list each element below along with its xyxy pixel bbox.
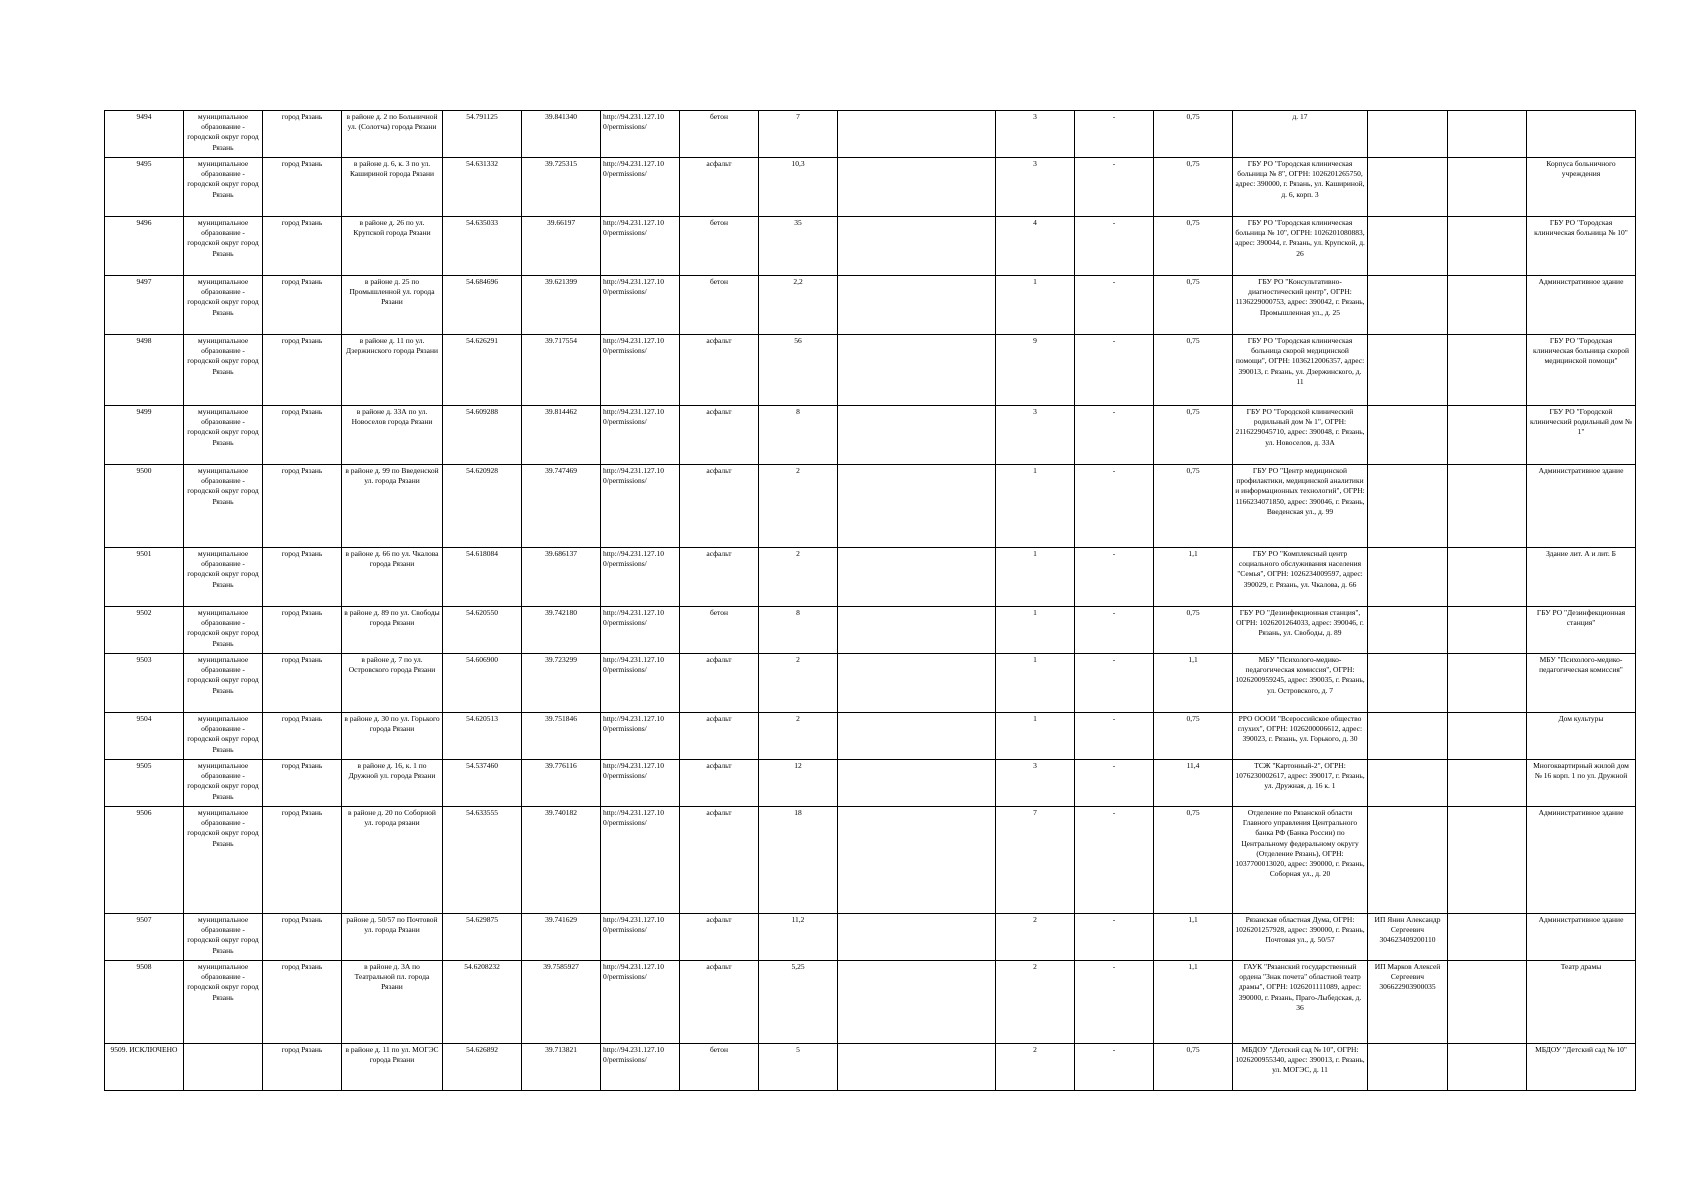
empty-dash-cell: -: [1075, 914, 1154, 961]
table-row: [105, 654, 1636, 713]
empty-dash-cell: -: [1075, 607, 1154, 654]
empty-col-cell: [838, 158, 996, 217]
longitude-cell: 39.725315: [522, 158, 601, 217]
surface-type-cell: асфальт: [680, 158, 759, 217]
longitude-cell: 39.7585927: [522, 961, 601, 1044]
empty-col-cell: [838, 217, 996, 276]
empty-col-cell: [838, 276, 996, 335]
settlement-cell: город Рязань: [263, 217, 342, 276]
longitude-cell: 39.741629: [522, 914, 601, 961]
surface-type-cell: асфальт: [680, 807, 759, 914]
longitude-cell: 39.717554: [522, 335, 601, 406]
row-number-cell: 9500: [105, 465, 184, 548]
owner-organization-cell: Рязанская областная Дума, ОГРН: 1026201257928, адрес: 390000, г. Рязань, Почтовая ул., д. 50/57: [1233, 914, 1368, 961]
latitude-cell: 54.620550: [443, 607, 522, 654]
waste-source-cell: ГБУ РО "Городской клинический родильный дом № 1": [1527, 406, 1636, 465]
municipality-cell: муниципальное образование - городской округ город Рязань: [184, 217, 263, 276]
container-volume-cell: 0,75: [1154, 111, 1233, 158]
map-link-cell: http://94.231.127.10 0/permissions/: [601, 607, 680, 654]
area-cell: 7: [759, 111, 838, 158]
latitude-cell: 54.633555: [443, 807, 522, 914]
waste-source-cell: [1527, 111, 1636, 158]
tenant-cell: [1368, 760, 1448, 807]
owner-organization-cell: ГАУК "Рязанский государственный ордена "Знак почета" областной театр драмы", ОГРН: 1026201111089, адрес: 390000, г. Рязань, Праго-Лыбедская, д. 36: [1233, 961, 1368, 1044]
municipality-cell: муниципальное образование - городской округ город Рязань: [184, 713, 263, 760]
municipality-cell: муниципальное образование - городской округ город Рязань: [184, 548, 263, 607]
waste-source-cell: Административное здание: [1527, 276, 1636, 335]
location-address-cell: в районе д. 20 по Соборной ул. города рязани: [342, 807, 443, 914]
latitude-cell: 54.629875: [443, 914, 522, 961]
tenant-cell: [1368, 654, 1448, 713]
row-number-cell: 9504: [105, 713, 184, 760]
municipality-cell: [184, 1044, 263, 1091]
owner-organization-cell: РРО ОООИ "Всероссийское общество глухих", ОГРН: 1026200006612, адрес: 390023, г. Рязань, ул. Горького, д. 30: [1233, 713, 1368, 760]
registry-table: [104, 110, 1636, 1091]
map-link-cell: http://94.231.127.10 0/permissions/: [601, 961, 680, 1044]
table-row: [105, 914, 1636, 961]
settlement-cell: город Рязань: [263, 654, 342, 713]
table-row: [105, 158, 1636, 217]
container-volume-cell: 0,75: [1154, 406, 1233, 465]
empty-col-cell: [838, 760, 996, 807]
row-number-cell: 9495: [105, 158, 184, 217]
owner-organization-cell: ГБУ РО "Городская клиническая больница скорой медицинской помощи", ОГРН: 1036212006357, адрес: 390013, г. Рязань, ул. Дзержинского, д. 11: [1233, 335, 1368, 406]
location-address-cell: в районе д. 2 по Больничной ул. (Солотча) города Рязани: [342, 111, 443, 158]
table-row: [105, 276, 1636, 335]
longitude-cell: 39.66197: [522, 217, 601, 276]
municipality-cell: муниципальное образование - городской округ город Рязань: [184, 807, 263, 914]
map-link-cell: http://94.231.127.10 0/permissions/: [601, 111, 680, 158]
empty-dash-cell: -: [1075, 713, 1154, 760]
empty-dash-cell: -: [1075, 335, 1154, 406]
empty-dash-cell: -: [1075, 406, 1154, 465]
municipality-cell: муниципальное образование - городской округ город Рязань: [184, 654, 263, 713]
tenant-cell: [1368, 335, 1448, 406]
map-link-cell: http://94.231.127.10 0/permissions/: [601, 807, 680, 914]
empty-col-cell: [838, 465, 996, 548]
location-address-cell: в районе д. 7 по ул. Островского города Рязани: [342, 654, 443, 713]
empty-col-2-cell: [1448, 607, 1527, 654]
tenant-cell: ИП Марков Алексей Сергеевич 306622903900035: [1368, 961, 1448, 1044]
row-number-cell: 9506: [105, 807, 184, 914]
container-count-cell: 1: [996, 276, 1075, 335]
location-address-cell: в районе д. 66 по ул. Чкалова города Рязани: [342, 548, 443, 607]
area-cell: 2: [759, 713, 838, 760]
tenant-cell: [1368, 406, 1448, 465]
table-row: [105, 548, 1636, 607]
empty-dash-cell: -: [1075, 548, 1154, 607]
latitude-cell: 54.537460: [443, 760, 522, 807]
location-address-cell: в районе д. 26 по ул. Крупской города Рязани: [342, 217, 443, 276]
settlement-cell: город Рязань: [263, 807, 342, 914]
location-address-cell: в районе д. 89 по ул. Свободы города Рязани: [342, 607, 443, 654]
empty-col-2-cell: [1448, 654, 1527, 713]
empty-col-2-cell: [1448, 276, 1527, 335]
container-volume-cell: 0,75: [1154, 807, 1233, 914]
map-link-cell: http://94.231.127.10 0/permissions/: [601, 713, 680, 760]
table-row: [105, 1044, 1636, 1091]
map-link-cell: http://94.231.127.10 0/permissions/: [601, 406, 680, 465]
tenant-cell: [1368, 607, 1448, 654]
row-number-cell: 9498: [105, 335, 184, 406]
container-count-cell: 3: [996, 406, 1075, 465]
longitude-cell: 39.713821: [522, 1044, 601, 1091]
row-number-cell: 9499: [105, 406, 184, 465]
empty-col-cell: [838, 654, 996, 713]
municipality-cell: муниципальное образование - городской округ город Рязань: [184, 961, 263, 1044]
settlement-cell: город Рязань: [263, 760, 342, 807]
municipality-cell: муниципальное образование - городской округ город Рязань: [184, 111, 263, 158]
area-cell: 11,2: [759, 914, 838, 961]
settlement-cell: город Рязань: [263, 914, 342, 961]
empty-dash-cell: -: [1075, 465, 1154, 548]
owner-organization-cell: МБУ "Психолого-медико-педагогическая комиссия", ОГРН: 1026200959245, адрес: 390035, г. Рязань, ул. Островского, д. 7: [1233, 654, 1368, 713]
empty-col-cell: [838, 1044, 996, 1091]
container-count-cell: 1: [996, 654, 1075, 713]
latitude-cell: 54.626892: [443, 1044, 522, 1091]
owner-organization-cell: Отделение по Рязанской области Главного управления Центрального банка РФ (Банка России) по Центральному федеральному округу (Отделение Рязань), ОГРН: 1037700013020, адрес: 390000, г. Рязань, Соборная ул., д. 20: [1233, 807, 1368, 914]
map-link-cell: http://94.231.127.10 0/permissions/: [601, 335, 680, 406]
map-link-cell: http://94.231.127.10 0/permissions/: [601, 548, 680, 607]
longitude-cell: 39.686137: [522, 548, 601, 607]
area-cell: 56: [759, 335, 838, 406]
table-row: [105, 807, 1636, 914]
empty-col-2-cell: [1448, 961, 1527, 1044]
tenant-cell: [1368, 158, 1448, 217]
latitude-cell: 54.618084: [443, 548, 522, 607]
table-row: [105, 607, 1636, 654]
empty-col-2-cell: [1448, 760, 1527, 807]
container-count-cell: 2: [996, 961, 1075, 1044]
municipality-cell: муниципальное образование - городской округ город Рязань: [184, 335, 263, 406]
waste-source-cell: Дом культуры: [1527, 713, 1636, 760]
table-row: [105, 465, 1636, 548]
settlement-cell: город Рязань: [263, 465, 342, 548]
settlement-cell: город Рязань: [263, 335, 342, 406]
empty-dash-cell: -: [1075, 217, 1154, 276]
table-row: [105, 111, 1636, 158]
owner-organization-cell: ГБУ РО "Дезинфекционная станция", ОГРН: 1026201264033, адрес: 390046, г. Рязань, ул. Свободы, д. 89: [1233, 607, 1368, 654]
latitude-cell: 54.626291: [443, 335, 522, 406]
settlement-cell: город Рязань: [263, 111, 342, 158]
row-number-cell: 9496: [105, 217, 184, 276]
container-count-cell: 4: [996, 217, 1075, 276]
surface-type-cell: асфальт: [680, 760, 759, 807]
waste-source-cell: Здание лит. А и лит. Б: [1527, 548, 1636, 607]
area-cell: 10,3: [759, 158, 838, 217]
waste-source-cell: Административное здание: [1527, 807, 1636, 914]
owner-organization-cell: ГБУ РО "Центр медицинской профилактики, медицинской аналитики и информационных технологий", ОГРН: 1166234071850, адрес: 390046, г. Рязань, Введенская ул., д. 99: [1233, 465, 1368, 548]
location-address-cell: в районе д. 3А по Театральной пл. города Рязани: [342, 961, 443, 1044]
container-volume-cell: 1,1: [1154, 654, 1233, 713]
container-volume-cell: 0,75: [1154, 465, 1233, 548]
latitude-cell: 54.606900: [443, 654, 522, 713]
location-address-cell: в районе д. 11 по ул. МОГЭС города Рязани: [342, 1044, 443, 1091]
area-cell: 2: [759, 465, 838, 548]
tenant-cell: ИП Янин Александр Сергеевич 304623409200110: [1368, 914, 1448, 961]
container-volume-cell: 0,75: [1154, 276, 1233, 335]
empty-col-cell: [838, 548, 996, 607]
settlement-cell: город Рязань: [263, 406, 342, 465]
surface-type-cell: бетон: [680, 1044, 759, 1091]
empty-dash-cell: -: [1075, 111, 1154, 158]
surface-type-cell: бетон: [680, 607, 759, 654]
area-cell: 35: [759, 217, 838, 276]
row-number-cell: 9505: [105, 760, 184, 807]
longitude-cell: 39.814462: [522, 406, 601, 465]
empty-col-2-cell: [1448, 914, 1527, 961]
area-cell: 8: [759, 406, 838, 465]
longitude-cell: 39.723299: [522, 654, 601, 713]
municipality-cell: муниципальное образование - городской округ город Рязань: [184, 158, 263, 217]
owner-organization-cell: д. 17: [1233, 111, 1368, 158]
table-row: [105, 335, 1636, 406]
area-cell: 5,25: [759, 961, 838, 1044]
owner-organization-cell: ГБУ РО "Городская клиническая больница № 10", ОГРН: 1026201080883, адрес: 390044, г. Рязань, ул. Крупской, д. 26: [1233, 217, 1368, 276]
settlement-cell: город Рязань: [263, 961, 342, 1044]
owner-organization-cell: МБДОУ "Детский сад № 10", ОГРН: 1026200955340, адрес: 390013, г. Рязань, ул. МОГЭС, д. 11: [1233, 1044, 1368, 1091]
waste-source-cell: ГБУ РО "Городская клиническая больница № 10": [1527, 217, 1636, 276]
location-address-cell: в районе д. 16, к. 1 по Дружной ул. города Рязани: [342, 760, 443, 807]
latitude-cell: 54.635033: [443, 217, 522, 276]
settlement-cell: город Рязань: [263, 713, 342, 760]
tenant-cell: [1368, 713, 1448, 760]
waste-source-cell: МБУ "Психолого-медико-педагогическая комиссия": [1527, 654, 1636, 713]
table-row: [105, 713, 1636, 760]
location-address-cell: в районе д. 30 по ул. Горького города Рязани: [342, 713, 443, 760]
surface-type-cell: асфальт: [680, 465, 759, 548]
longitude-cell: 39.841340: [522, 111, 601, 158]
map-link-cell: http://94.231.127.10 0/permissions/: [601, 158, 680, 217]
empty-col-2-cell: [1448, 713, 1527, 760]
empty-dash-cell: -: [1075, 158, 1154, 217]
empty-col-cell: [838, 807, 996, 914]
area-cell: 5: [759, 1044, 838, 1091]
municipality-cell: муниципальное образование - городской округ город Рязань: [184, 276, 263, 335]
row-number-cell: 9509. ИСКЛЮЧЕНО: [105, 1044, 184, 1091]
surface-type-cell: бетон: [680, 111, 759, 158]
municipality-cell: муниципальное образование - городской округ город Рязань: [184, 914, 263, 961]
owner-organization-cell: ГБУ РО "Комплексный центр социального обслуживания населения "Семья", ОГРН: 1026234009597, адрес: 390029, г. Рязань, ул. Чкалова, д. 66: [1233, 548, 1368, 607]
empty-col-cell: [838, 607, 996, 654]
empty-col-2-cell: [1448, 1044, 1527, 1091]
row-number-cell: 9497: [105, 276, 184, 335]
container-count-cell: 1: [996, 607, 1075, 654]
table-row: [105, 406, 1636, 465]
longitude-cell: 39.740182: [522, 807, 601, 914]
waste-source-cell: Многоквартирный жилой дом № 16 корп. 1 по ул. Дружной: [1527, 760, 1636, 807]
surface-type-cell: асфальт: [680, 914, 759, 961]
surface-type-cell: асфальт: [680, 654, 759, 713]
surface-type-cell: асфальт: [680, 713, 759, 760]
row-number-cell: 9507: [105, 914, 184, 961]
empty-col-2-cell: [1448, 158, 1527, 217]
empty-col-2-cell: [1448, 548, 1527, 607]
empty-dash-cell: -: [1075, 961, 1154, 1044]
empty-col-2-cell: [1448, 807, 1527, 914]
container-volume-cell: 11,4: [1154, 760, 1233, 807]
municipality-cell: муниципальное образование - городской округ город Рязань: [184, 406, 263, 465]
empty-col-2-cell: [1448, 111, 1527, 158]
tenant-cell: [1368, 465, 1448, 548]
settlement-cell: город Рязань: [263, 607, 342, 654]
table-row: [105, 217, 1636, 276]
empty-dash-cell: -: [1075, 1044, 1154, 1091]
container-count-cell: 3: [996, 158, 1075, 217]
surface-type-cell: бетон: [680, 276, 759, 335]
location-address-cell: в районе д. 99 по Введенской ул. города Рязани: [342, 465, 443, 548]
longitude-cell: 39.751846: [522, 713, 601, 760]
container-volume-cell: 0,75: [1154, 713, 1233, 760]
tenant-cell: [1368, 1044, 1448, 1091]
area-cell: 2: [759, 548, 838, 607]
waste-source-cell: ГБУ РО "Городская клиническая больница скорой медицинской помощи": [1527, 335, 1636, 406]
row-number-cell: 9508: [105, 961, 184, 1044]
container-count-cell: 2: [996, 1044, 1075, 1091]
container-volume-cell: 0,75: [1154, 335, 1233, 406]
empty-col-cell: [838, 961, 996, 1044]
map-link-cell: http://94.231.127.10 0/permissions/: [601, 914, 680, 961]
empty-dash-cell: -: [1075, 276, 1154, 335]
empty-col-cell: [838, 914, 996, 961]
owner-organization-cell: ГБУ РО "Городская клиническая больница № 8", ОГРН: 1026201265750, адрес: 390000, г. Рязань, ул. Кашириной, д. 6, корп. 3: [1233, 158, 1368, 217]
owner-organization-cell: ТСЖ "Картонный-2", ОГРН: 1076230002617, адрес: 390017, г. Рязань, ул. Дружная, д. 16 к. 1: [1233, 760, 1368, 807]
registry-sheet: [104, 110, 1636, 1091]
empty-col-cell: [838, 335, 996, 406]
container-volume-cell: 0,75: [1154, 1044, 1233, 1091]
empty-dash-cell: -: [1075, 654, 1154, 713]
waste-source-cell: Театр драмы: [1527, 961, 1636, 1044]
empty-dash-cell: -: [1075, 807, 1154, 914]
area-cell: 12: [759, 760, 838, 807]
container-count-cell: 1: [996, 465, 1075, 548]
location-address-cell: в районе д. 6, к. 3 по ул. Кашириной города Рязани: [342, 158, 443, 217]
location-address-cell: в районе д. 11 по ул. Дзержинского города Рязани: [342, 335, 443, 406]
empty-col-cell: [838, 406, 996, 465]
empty-col-2-cell: [1448, 406, 1527, 465]
area-cell: 8: [759, 607, 838, 654]
empty-col-cell: [838, 713, 996, 760]
waste-source-cell: Административное здание: [1527, 914, 1636, 961]
surface-type-cell: асфальт: [680, 961, 759, 1044]
waste-source-cell: МБДОУ "Детский сад № 10": [1527, 1044, 1636, 1091]
empty-col-cell: [838, 111, 996, 158]
container-volume-cell: 1,1: [1154, 914, 1233, 961]
area-cell: 2: [759, 654, 838, 713]
owner-organization-cell: ГБУ РО "Консультативно-диагностический центр", ОГРН: 1136229000753, адрес: 390042, г. Рязань, Промышленная ул., д. 25: [1233, 276, 1368, 335]
longitude-cell: 39.776116: [522, 760, 601, 807]
longitude-cell: 39.747469: [522, 465, 601, 548]
tenant-cell: [1368, 111, 1448, 158]
container-volume-cell: 1,1: [1154, 548, 1233, 607]
tenant-cell: [1368, 276, 1448, 335]
map-link-cell: http://94.231.127.10 0/permissions/: [601, 760, 680, 807]
settlement-cell: город Рязань: [263, 1044, 342, 1091]
longitude-cell: 39.621399: [522, 276, 601, 335]
settlement-cell: город Рязань: [263, 548, 342, 607]
map-link-cell: http://94.231.127.10 0/permissions/: [601, 654, 680, 713]
municipality-cell: муниципальное образование - городской округ город Рязань: [184, 760, 263, 807]
surface-type-cell: асфальт: [680, 548, 759, 607]
empty-dash-cell: -: [1075, 760, 1154, 807]
container-count-cell: 2: [996, 914, 1075, 961]
empty-col-2-cell: [1448, 217, 1527, 276]
empty-col-2-cell: [1448, 335, 1527, 406]
waste-source-cell: ГБУ РО "Дезинфекционная станция": [1527, 607, 1636, 654]
container-volume-cell: 0,75: [1154, 217, 1233, 276]
surface-type-cell: асфальт: [680, 335, 759, 406]
row-number-cell: 9503: [105, 654, 184, 713]
area-cell: 2,2: [759, 276, 838, 335]
location-address-cell: в районе д. 25 по Промышленной ул. города Рязани: [342, 276, 443, 335]
latitude-cell: 54.684696: [443, 276, 522, 335]
map-link-cell: http://94.231.127.10 0/permissions/: [601, 1044, 680, 1091]
row-number-cell: 9494: [105, 111, 184, 158]
waste-source-cell: Корпуса больничного учреждения: [1527, 158, 1636, 217]
longitude-cell: 39.742180: [522, 607, 601, 654]
municipality-cell: муниципальное образование - городской округ город Рязань: [184, 607, 263, 654]
owner-organization-cell: ГБУ РО "Городской клинический родильный дом № 1", ОГРН: 2116229045710, адрес: 390048, г. Рязань, ул. Новоселов, д. 33А: [1233, 406, 1368, 465]
container-volume-cell: 0,75: [1154, 158, 1233, 217]
latitude-cell: 54.609288: [443, 406, 522, 465]
latitude-cell: 54.620513: [443, 713, 522, 760]
surface-type-cell: асфальт: [680, 406, 759, 465]
container-count-cell: 1: [996, 548, 1075, 607]
settlement-cell: город Рязань: [263, 158, 342, 217]
latitude-cell: 54.631332: [443, 158, 522, 217]
latitude-cell: 54.620928: [443, 465, 522, 548]
municipality-cell: муниципальное образование - городской округ город Рязань: [184, 465, 263, 548]
map-link-cell: http://94.231.127.10 0/permissions/: [601, 217, 680, 276]
row-number-cell: 9502: [105, 607, 184, 654]
waste-source-cell: Административное здание: [1527, 465, 1636, 548]
container-count-cell: 1: [996, 713, 1075, 760]
area-cell: 18: [759, 807, 838, 914]
container-count-cell: 3: [996, 111, 1075, 158]
location-address-cell: в районе д. 33А по ул. Новоселов города Рязани: [342, 406, 443, 465]
settlement-cell: город Рязань: [263, 276, 342, 335]
latitude-cell: 54.6208232: [443, 961, 522, 1044]
container-volume-cell: 1,1: [1154, 961, 1233, 1044]
row-number-cell: 9501: [105, 548, 184, 607]
container-count-cell: 9: [996, 335, 1075, 406]
map-link-cell: http://94.231.127.10 0/permissions/: [601, 276, 680, 335]
container-count-cell: 7: [996, 807, 1075, 914]
latitude-cell: 54.791125: [443, 111, 522, 158]
tenant-cell: [1368, 217, 1448, 276]
container-count-cell: 3: [996, 760, 1075, 807]
tenant-cell: [1368, 548, 1448, 607]
tenant-cell: [1368, 807, 1448, 914]
table-row: [105, 961, 1636, 1044]
location-address-cell: районе д. 50/57 по Почтовой ул. города Рязани: [342, 914, 443, 961]
container-volume-cell: 0,75: [1154, 607, 1233, 654]
empty-col-2-cell: [1448, 465, 1527, 548]
surface-type-cell: бетон: [680, 217, 759, 276]
map-link-cell: http://94.231.127.10 0/permissions/: [601, 465, 680, 548]
table-row: [105, 760, 1636, 807]
